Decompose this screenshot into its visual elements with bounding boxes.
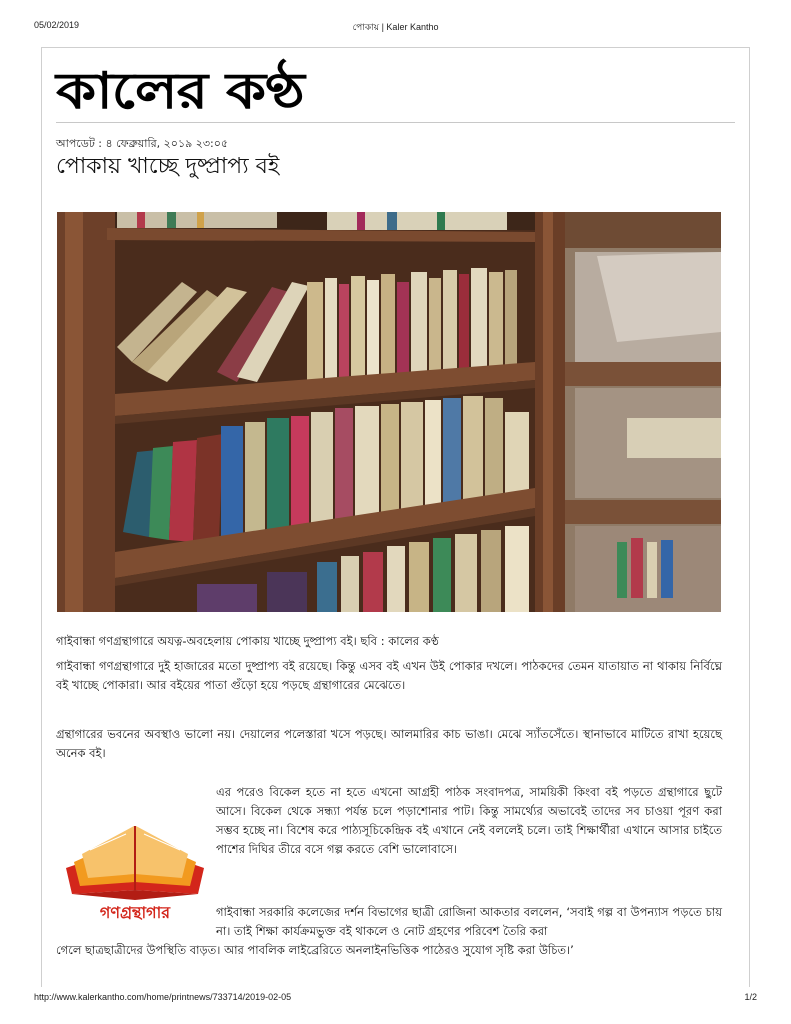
- print-footer: [34, 992, 757, 1006]
- article-paragraph: গাইবান্ধা গণগ্রন্থাগারে দুই হাজারের মতো দুষ্প্রাপ্য বই রয়েছে। কিন্তু এসব বই এখন উই পোকার দখলে। পাঠকদের তেমন যাতায়াত না থাকায় নির্বিঘ্নে বই খাচ্ছে পোকারা। আর বইয়ের পাতা গুঁড়ো হয়ে পড়ছে গ্রন্থাগারের মেঝেতে।: [56, 659, 722, 692]
- article-paragraph: এর পরেও বিকেল হতে না হতে এখনো আগ্রহী পাঠক সংবাদপত্র, সাময়িকী কিংবা বই পড়তে গ্রন্থাগারে ছুটে আসে। বিকেল থেকে সন্ধ্যা পর্যন্ত চলে পড়াশোনার পাট। কিন্তু সামর্থ্যের অভাবেই তাদের সব চাওয়া পূরণ করা সম্ভব হচ্ছে না। বিশেষ করে পাঠ্যসূচিকেন্দ্রিক বই এখানে নেই বললেই চলে। তাই শিক্ষার্থীরা এখানে আসার চাইতে পাশের দিঘির তীরে বসে গল্প করতে বেশি ভালোবাসে।: [216, 785, 722, 856]
- article-url: http://www.kalerkantho.com/home/printnews/733714/2019-02-05: [34, 992, 292, 1002]
- article-paragraph: গ্রন্থাগারের ভবনের অবস্থাও ভালো নয়। দেয়ালের পলেস্তারা খসে পড়ছে। আলমারির কাচ ভাঙা। মেঝে স্যাঁতসেঁতে। স্থানাভাবে মাটিতে রাখা হয়েছে অনেক বই।: [56, 727, 722, 760]
- print-date: 05/02/2019: [34, 20, 80, 30]
- logo-label: গণগ্রন্থাগার: [99, 903, 171, 922]
- print-header: [34, 20, 757, 34]
- photo-caption: গাইবান্ধা গণগ্রন্থাগারে অযত্ন-অবহেলায় পোকায় খাচ্ছে দুষ্প্রাপ্য বই। ছবি : কালের কণ্ঠ: [56, 634, 439, 648]
- masthead-divider: [56, 122, 735, 123]
- bookshelf-image: [57, 212, 721, 612]
- article-photo: [57, 212, 721, 612]
- print-page-title: পোকায় | Kaler Kantho: [352, 22, 439, 32]
- article-headline: পোকায় খাচ্ছে দুষ্প্রাপ্য বই: [56, 154, 280, 179]
- masthead-logo: কালের কণ্ঠ: [56, 62, 304, 120]
- article-paragraph: গাইবান্ধা সরকারি কলেজের দর্শন বিভাগের ছাত্রী রোজিনা আকতার বললেন, ‘সবাই গল্প বা উপন্যাস পড়তে চায় না। তাই শিক্ষা কার্যক্রমভুক্ত বই থাকলে ও নোট গ্রহণের পরিবেশ তৈরি করা: [216, 905, 722, 938]
- page-number: 1/2: [744, 992, 757, 1002]
- article-paragraph: গেলে ছাত্রছাত্রীদের উপস্থিতি বাড়ত। আর পাবলিক লাইব্রেরিতে অনলাইনভিত্তিক পাঠেরও সুযোগ সৃষ্টি করা উচিত।’: [56, 943, 574, 957]
- update-timestamp: আপডেট : ৪ ফেব্রুয়ারি, ২০১৯ ২৩:০৫: [56, 137, 229, 150]
